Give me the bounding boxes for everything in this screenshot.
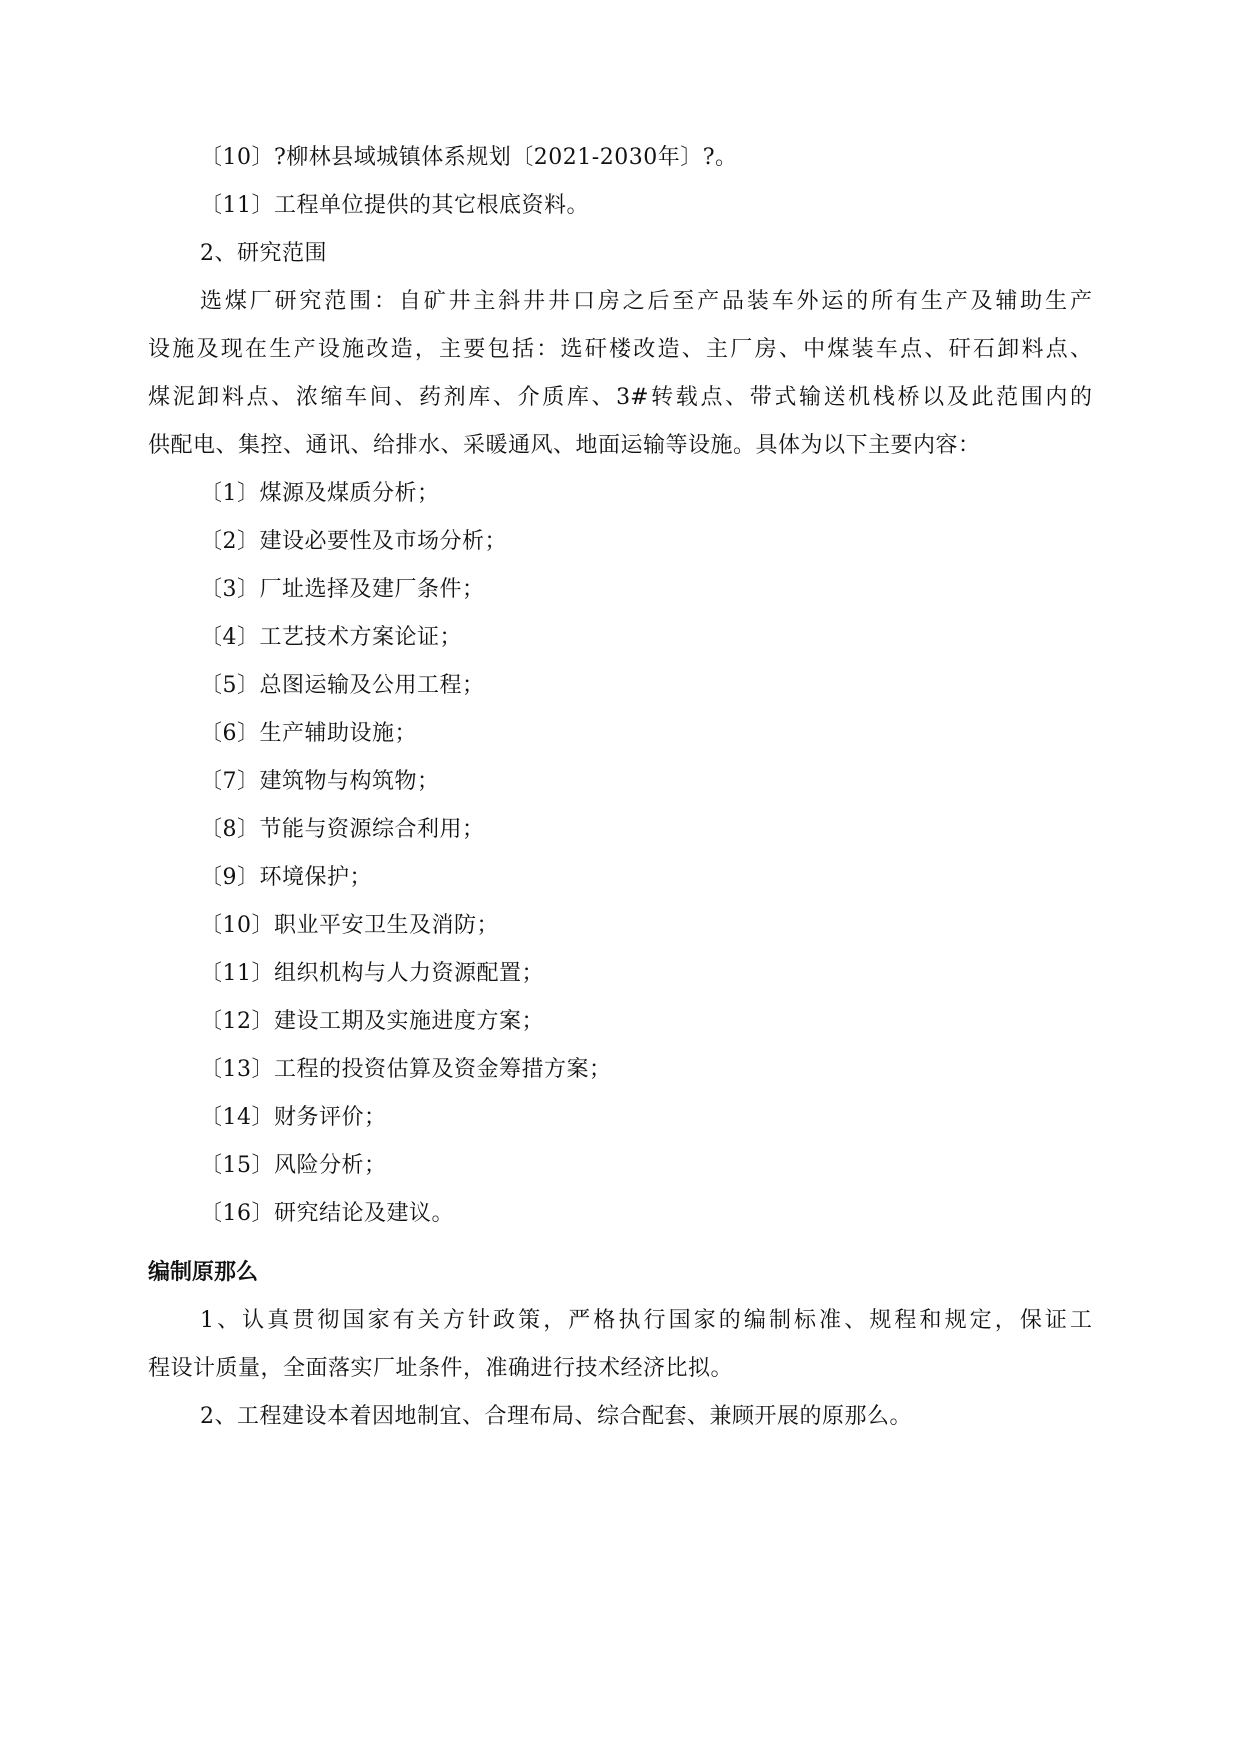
scope-list-item: 〔9〕环境保护； xyxy=(200,865,372,890)
principle-2-line: 2、工程建设本着因地制宜、合理布局、综合配套、兼顾开展的原那么。 xyxy=(200,1404,912,1429)
scope-list-item: 〔15〕风险分析； xyxy=(200,1153,387,1178)
scope-paragraph-line: 设施及现在生产设施改造，主要包括：选矸楼改造、主厂房、中煤装车点、矸石卸料点、 xyxy=(148,337,1092,362)
principle-1-line: 程设计质量，全面落实厂址条件，准确进行技术经济比拟。 xyxy=(148,1356,734,1381)
scope-list-item: 〔3〕厂址选择及建厂条件； xyxy=(200,577,485,602)
scope-paragraph-line: 煤泥卸料点、浓缩车间、药剂库、介质库、3#转载点、带式输送机栈桥以及此范围内的 xyxy=(148,385,1092,410)
scope-list-item: 〔10〕职业平安卫生及消防； xyxy=(200,913,499,938)
scope-list-item: 〔7〕建筑物与构筑物； xyxy=(200,769,440,794)
scope-list-item: 〔12〕建设工期及实施进度方案； xyxy=(200,1009,544,1034)
reference-item: 〔11〕工程单位提供的其它根底资料。 xyxy=(200,193,589,218)
scope-list-item: 〔14〕财务评价； xyxy=(200,1105,387,1130)
scope-list-item: 〔4〕工艺技术方案论证； xyxy=(200,625,462,650)
scope-list-item: 〔5〕总图运输及公用工程； xyxy=(200,673,485,698)
scope-list-item: 〔11〕组织机构与人力资源配置； xyxy=(200,961,544,986)
scope-list-item: 〔6〕生产辅助设施； xyxy=(200,721,417,746)
section-subtitle-scope: 2、研究范围 xyxy=(200,241,327,266)
reference-item: 〔10〕?柳林县域城镇体系规划〔2021-2030年〕?。 xyxy=(200,145,738,170)
scope-list-item: 〔16〕研究结论及建议。 xyxy=(200,1201,454,1226)
scope-paragraph-line: 选煤厂研究范围：自矿井主斜井井口房之后至产品装车外运的所有生产及辅助生产 xyxy=(200,289,1092,314)
scope-list-item: 〔8〕节能与资源综合利用； xyxy=(200,817,485,842)
principle-1-line: 1、认真贯彻国家有关方针政策，严格执行国家的编制标准、规程和规定，保证工 xyxy=(200,1308,1092,1333)
scope-paragraph-line: 供配电、集控、通讯、给排水、采暖通风、地面运输等设施。具体为以下主要内容： xyxy=(148,433,981,458)
section-heading-principles: 编制原那么 xyxy=(148,1260,259,1285)
scope-list-item: 〔2〕建设必要性及市场分析； xyxy=(200,529,507,554)
scope-list-item: 〔13〕工程的投资估算及资金筹措方案； xyxy=(200,1057,612,1082)
scope-list-item: 〔1〕煤源及煤质分析； xyxy=(200,481,440,506)
